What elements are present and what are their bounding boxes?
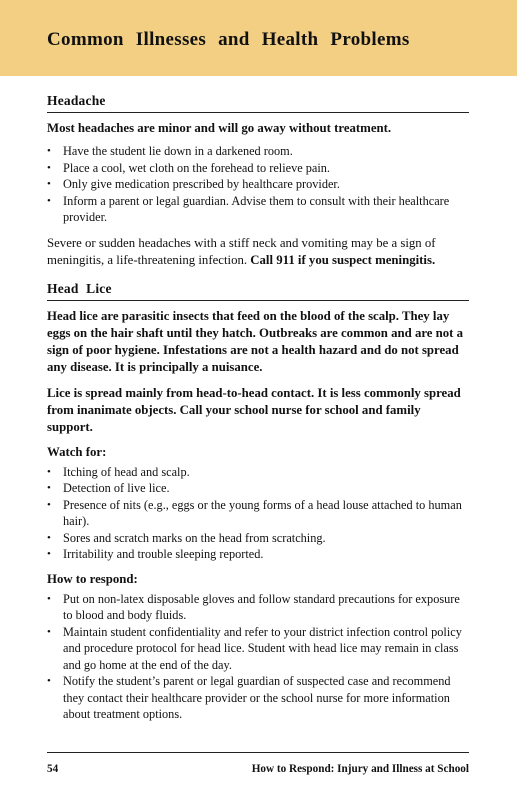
list-item: • Put on non-latex disposable gloves and follow standard precautions for exposure to blood and body fluids.: [47, 591, 469, 624]
page-content: [47, 93, 469, 723]
list-item: • Presence of nits (e.g., eggs or the young forms of a head louse attached to human hair).: [47, 497, 469, 530]
list-item: • Place a cool, wet cloth on the forehead to relieve pain.: [47, 160, 469, 177]
how-to-respond-list: [47, 591, 469, 723]
page-number: 54: [47, 763, 59, 775]
headache-warning: [47, 235, 469, 269]
page-title: Common Illnesses and Health Problems: [47, 29, 410, 50]
list-item: • Only give medication prescribed by healthcare provider.: [47, 176, 469, 193]
list-item: • Irritability and trouble sleeping reported.: [47, 546, 469, 563]
head-lice-intro: Head lice are parasitic insects that feed on the blood of the scalp. They lay eggs on the hair shaft until they hatch. Outbreaks are common and are not a sign of poor hygiene. Infestations are not a health hazard and do not spread any disease. It is principally a nuisance.: [47, 308, 464, 374]
headache-warning-text: Severe or sudden headaches with a stiff neck and vomiting may be a sign of meningitis, a life-threatening infection.: [47, 235, 436, 267]
headache-bullet-list: [47, 143, 469, 226]
section-title-head-lice: Head Lice: [47, 281, 469, 301]
section-title-headache: Headache: [47, 93, 469, 113]
watch-for-list: [47, 464, 469, 563]
list-item: • Sores and scratch marks on the head from scratching.: [47, 530, 469, 547]
watch-for-heading: Watch for:: [47, 444, 107, 459]
how-to-respond-heading: How to respond:: [47, 571, 138, 586]
headache-intro: Most headaches are minor and will go away without treatment.: [47, 121, 392, 135]
list-item: • Have the student lie down in a darkened room.: [47, 143, 469, 160]
list-item: • Inform a parent or legal guardian. Advise them to consult with their healthcare provider.: [47, 193, 469, 226]
title-banner: [0, 0, 517, 76]
head-lice-spread: Lice is spread mainly from head-to-head contact. It is less commonly spread from inanimate objects. Call your school nurse for school and family support.: [47, 385, 461, 434]
list-item: • Maintain student confidentiality and refer to your district infection control policy and procedure protocol for head lice. Student with head lice may remain in class and go home at the end of the day.: [47, 624, 469, 674]
list-item: • Detection of live lice.: [47, 480, 469, 497]
list-item: • Itching of head and scalp.: [47, 464, 469, 481]
list-item: • Notify the student’s parent or legal guardian of suspected case and recommend they contact their healthcare provider or the school nurse for more information about treatment options.: [47, 673, 469, 723]
headache-warning-call: Call 911 if you suspect meningitis.: [250, 252, 436, 267]
page-footer: [47, 752, 469, 775]
book-title: How to Respond: Injury and Illness at School: [251, 763, 469, 775]
